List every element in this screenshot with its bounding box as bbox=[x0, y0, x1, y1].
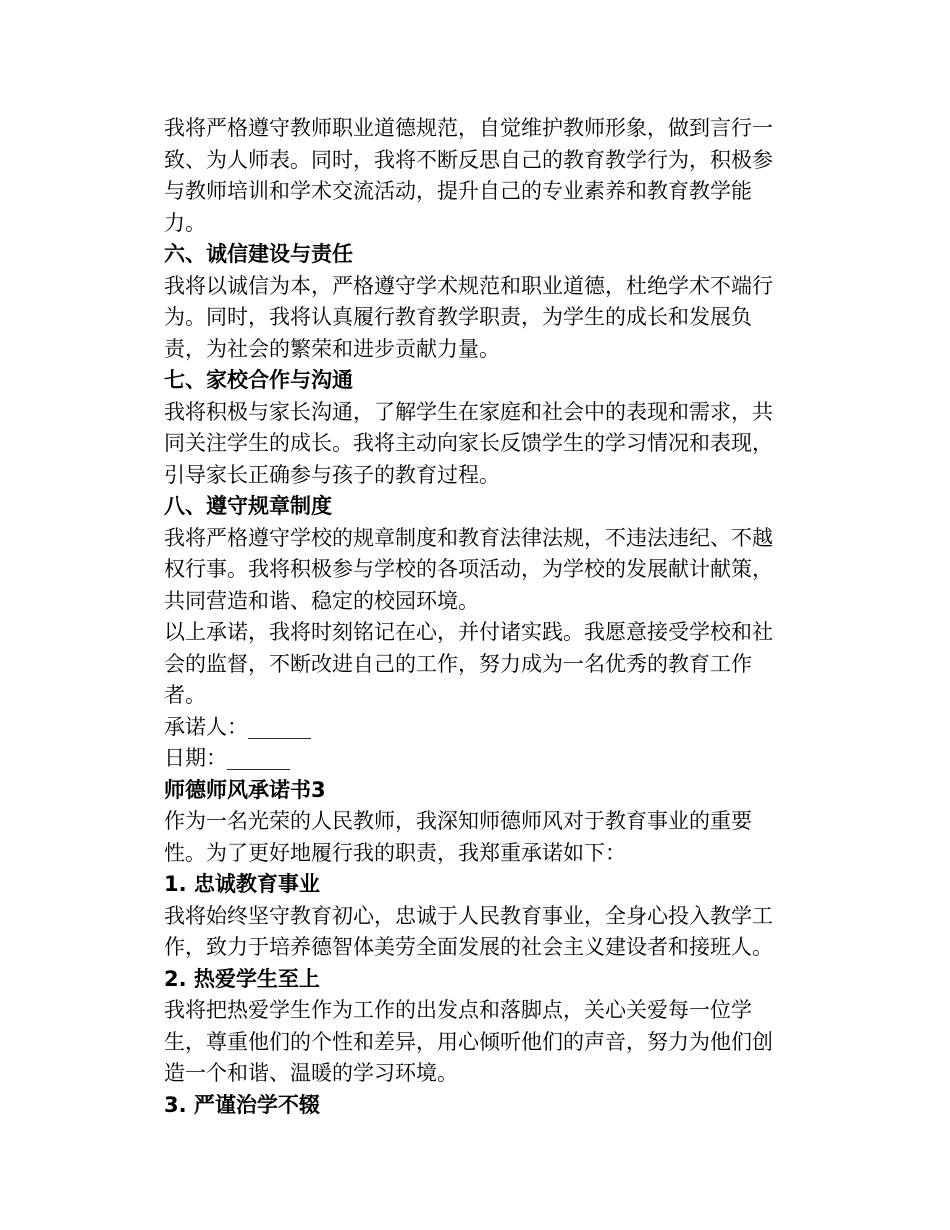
signature-line: 承诺人：______ bbox=[164, 714, 311, 739]
heading-rules: 八、遵守规章制度 bbox=[164, 494, 332, 518]
document-title-3: 师德师风承诺书3 bbox=[164, 777, 326, 802]
heading-home-school: 七、家校合作与沟通 bbox=[164, 368, 353, 392]
heading-loyalty: 1. 忠诚教育事业 bbox=[164, 872, 320, 896]
paragraph-closing: 以上承诺，我将时刻铭记在心，并付诸实践。我愿意接受学校和社会的监督，不断改进自己的工作，努力成为一名优秀的教育工作者。 bbox=[164, 620, 773, 707]
heading-love-students: 2. 热爱学生至上 bbox=[164, 966, 320, 991]
paragraph-intro: 作为一名光荣的人民教师，我深知师德师风对于教育事业的重要性。为了更好地履行我的职责，我郑重承诺如下： bbox=[164, 809, 752, 865]
paragraph-teacher-ethics: 我将严格遵守教师职业道德规范，自觉维护教师形象，做到言行一致、为人师表。同时，我将不断反思自己的教育教学行为，积极参与教师培训和学术交流活动，提升自己的专业素养和教育教学能力。 bbox=[164, 116, 773, 235]
paragraph-rules: 我将严格遵守学校的规章制度和教育法律法规，不违法违纪、不越权行事。我将积极参与学校的各项活动，为学校的发展献计献策，共同营造和谐、稳定的校园环境。 bbox=[164, 525, 773, 613]
heading-rigorous-study: 3. 严谨治学不辍 bbox=[164, 1092, 320, 1117]
paragraph-loyalty: 我将始终坚守教育初心，忠诚于人民教育事业，全身心投入教学工作，致力于培养德智体美劳全面发展的社会主义建设者和接班人。 bbox=[164, 903, 773, 959]
paragraph-home-school: 我将积极与家长沟通，了解学生在家庭和社会中的表现和需求，共同关注学生的成长。我将主动向家长反馈学生的学习情况和表现，引导家长正确参与孩子的教育过程。 bbox=[164, 399, 773, 487]
document-page bbox=[164, 113, 784, 1121]
paragraph-integrity: 我将以诚信为本，严格遵守学术规范和职业道德，杜绝学术不端行为。同时，我将认真履行教育教学职责，为学生的成长和发展负责，为社会的繁荣和进步贡献力量。 bbox=[164, 273, 773, 361]
heading-integrity: 六、诚信建设与责任 bbox=[164, 242, 353, 266]
date-line: 日期：______ bbox=[164, 746, 290, 770]
paragraph-love-students: 我将把热爱学生作为工作的出发点和落脚点，关心关爱每一位学生，尊重他们的个性和差异，用心倾听他们的声音，努力为他们创造一个和谐、温暖的学习环境。 bbox=[164, 998, 773, 1085]
